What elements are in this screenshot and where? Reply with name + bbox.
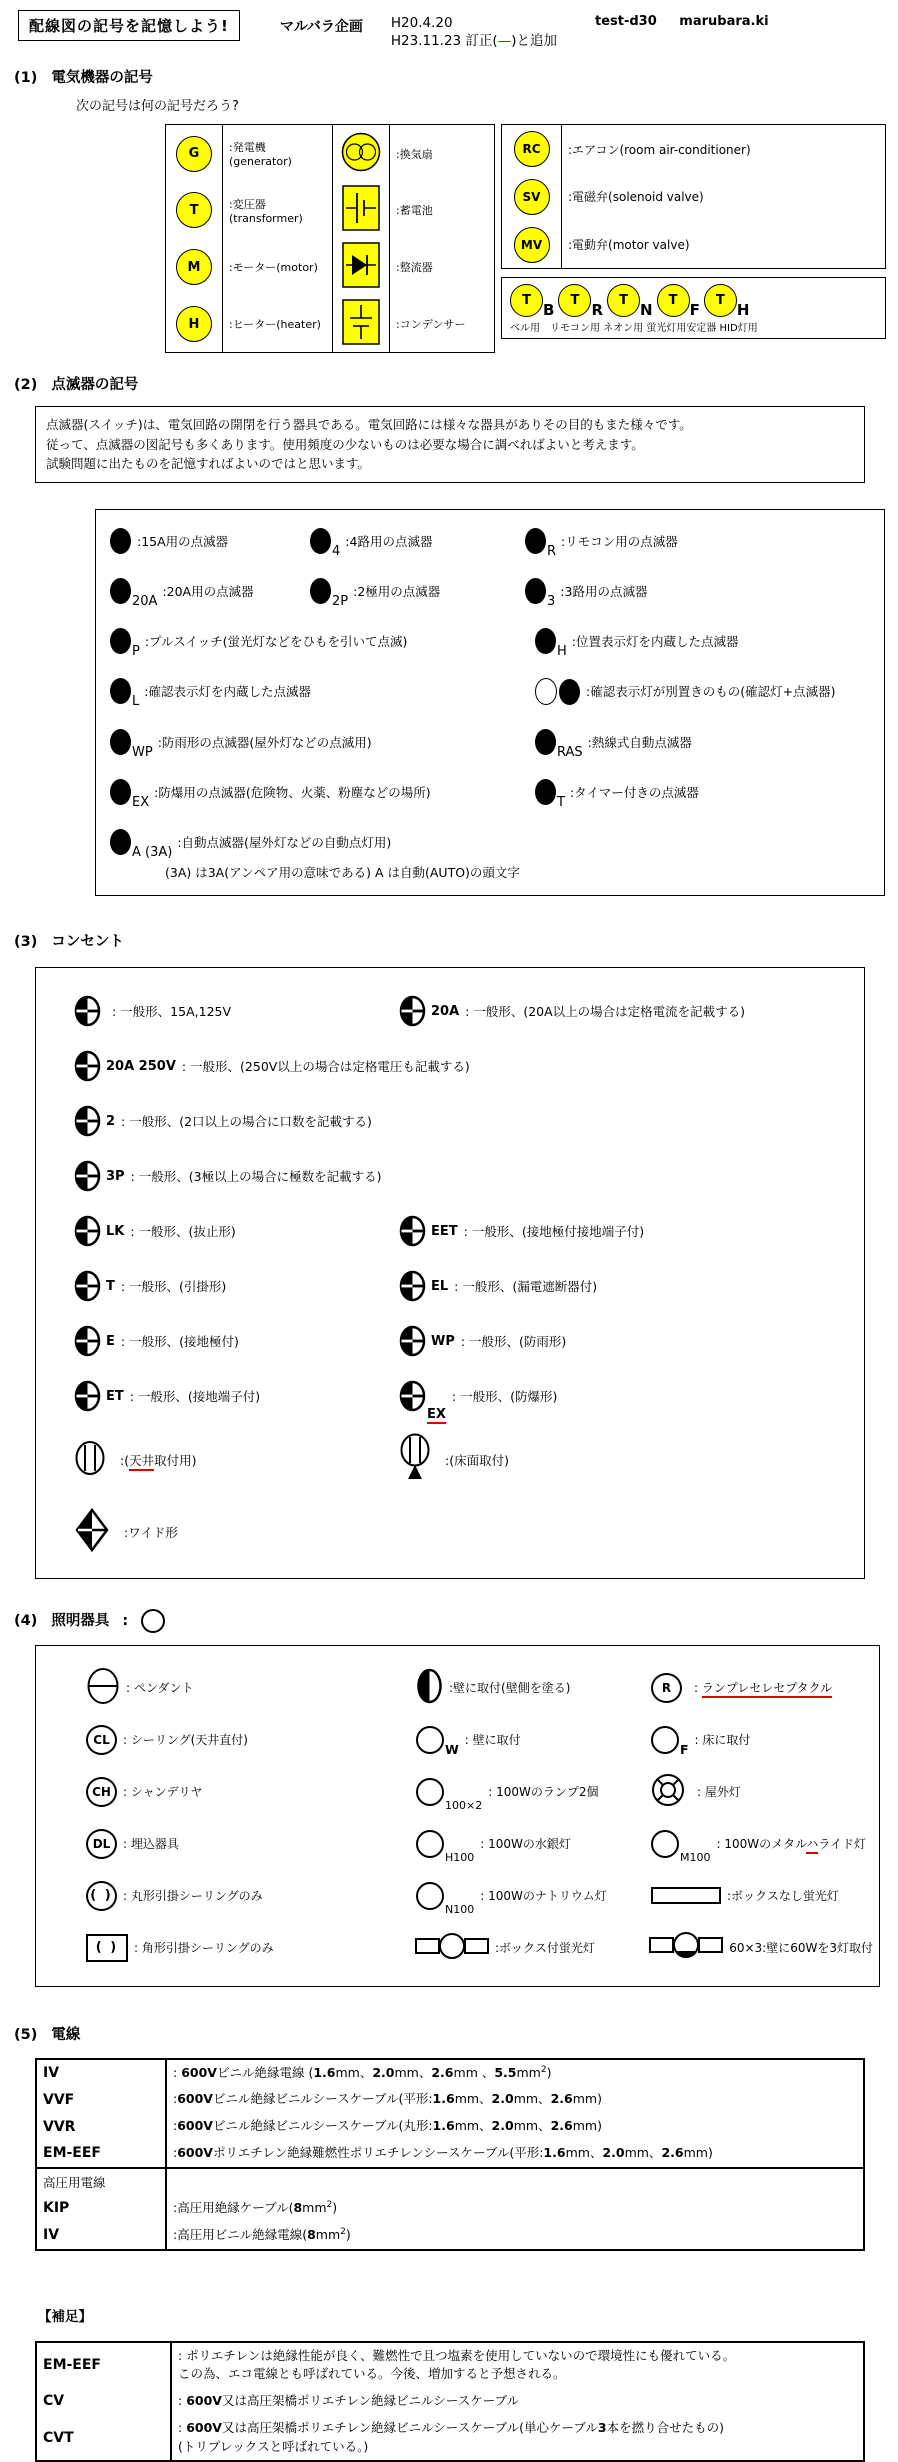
outlet-row [74,984,858,1039]
company-name: マルバラ企画 [279,19,363,35]
wall-box-fluorescent-icon [649,1930,723,1966]
transformer-symbol: T [176,192,212,228]
equipment-label: :ヒーター(heater) [223,296,333,353]
solenoid-valve-symbol: SV [514,179,550,215]
intro-line: 点滅器(スイッチ)は、電気回路の開閉を行う器具である。電気回路には様々な器具がありその目的もまた様々です。 [46,417,692,433]
outlet-icon [74,1325,101,1357]
control-label: :電動弁(motor valve) [562,221,886,269]
device-label: :整流器 [390,239,495,296]
outlet-row [74,1314,858,1369]
switch-item: L :確認表示灯を内蔵した点滅器 [110,678,535,704]
luminaire-item: N100 : 100Wのナトリウム灯 [416,1882,651,1910]
fan-icon [333,125,390,182]
luminaire-item: DL : 埋込器具 [86,1829,416,1859]
luminaire-item: 100×2 : 100Wのランプ2個 [416,1778,651,1806]
condenser-icon [333,296,390,353]
switch-item: RAS :熱線式自動点滅器 [535,729,692,755]
transformer-caption: ベル用 リモコン用 ネオン用 蛍光灯用安定器 HID灯用 [510,323,758,335]
wire-code: IV [43,2065,60,2082]
luminaire-item: M100 : 100Wのメタルハライド灯 [651,1830,866,1858]
table-row [166,239,495,296]
lamp-circle-icon [651,1830,679,1858]
wire-code: CVT [43,2429,74,2446]
wire-desc: :高圧用絶縁ケーブル$(8mm^2)$ [166,2195,864,2222]
wire-row [36,2113,864,2140]
outlet-box [35,967,865,1579]
outlet-icon [399,1270,426,1302]
outdoor-light-icon [651,1773,685,1811]
luminaire-item: F : 床に取付 [651,1726,750,1754]
section1-right [501,124,886,353]
luminaire-item: 60×3:壁に60Wを3灯取付 [649,1930,873,1966]
switch-dot-icon [110,578,131,604]
wire-desc: :高圧用ビニル絶縁電線$(8mm^2)$ [166,2222,864,2250]
receptacle-symbol: R [651,1673,682,1703]
switch-dot-icon [110,528,131,554]
switch-dot-icon [110,829,131,855]
author-id: marubara.ki [679,14,769,29]
switch-dot-icon [559,679,580,705]
outlet-item: ET : 一般形、(接地端子付) [74,1380,399,1412]
luminaire-item: :ボックス付蛍光灯 [415,1931,649,1965]
switch-item: :確認表示灯が別置きのもの(確認灯+点滅器) [535,678,835,705]
luminaire-item: :壁に取付(壁側を塗る) [416,1668,651,1708]
document-page [0,10,898,2454]
section2-heading: (2) 点滅器の記号 [14,377,139,394]
lamp-circle-icon [651,1726,679,1754]
luminaire-row [86,1870,873,1922]
intro-line: 従って、点滅器の図記号も多くあります。使用頻度の少ないものは必要な場合に調べればよいと考えます。 [46,436,644,452]
small-transformer-box [501,277,886,339]
wire-code: KIP [43,2200,70,2217]
wire-desc: : 600V又は高圧架橋ポリエチレン絶縁ビニルシースケーブル [171,2388,864,2415]
wire-desc: : 600Vビニル絶縁電線 (1.6mm、2.0mm、2.6mm 、$5.5mm^2$) [166,2059,864,2087]
switch-dot-icon [535,729,556,755]
device-label: :蓄電池 [390,182,495,239]
luminaire-row [86,1818,873,1870]
air-conditioner-symbol: RC [514,131,550,167]
lamp-circle-icon [416,1726,444,1754]
table-row [502,221,886,269]
wire-code: EM-EEF [43,2357,101,2374]
luminaire-row [86,1662,873,1714]
doc-ids [595,14,769,29]
wire-row [36,2222,864,2250]
wire-row [36,2086,864,2113]
section5-heading: (5) 電線 [14,2026,81,2043]
supplement-row [36,2415,864,2462]
floor-outlet-icon [399,1433,431,1487]
outlet-row [74,1424,858,1496]
switch-row [110,829,874,860]
switch-dot-icon [110,678,131,704]
table-row [502,173,886,221]
switch-item: 20A :20A用の点滅器 [110,578,310,604]
outlet-item: 2 : 一般形、(2口以上の場合に口数を記載する) [74,1105,372,1137]
switch-item: EX :防爆用の点滅器(危険物、火薬、粉塵などの場所) [110,779,535,805]
equipment-label: :モーター(motor) [223,239,333,296]
luminaire-item: : 屋外灯 [651,1773,741,1811]
outlet-item: :(天井取付用) [74,1440,399,1480]
wire-desc: :600Vビニル絶縁ビニルシースケーブル(平形:1.6mm、2.0mm、2.6mm) [166,2086,864,2113]
luminaire-item: CH : シャンデリヤ [86,1777,416,1807]
control-table [501,124,886,269]
motor-valve-symbol: MV [514,227,550,263]
outlet-item: 3P : 一般形、(3極以上の場合に極数を記載する) [74,1160,381,1192]
chandelier-symbol: CH [86,1777,117,1807]
switch-row [110,729,874,760]
outlet-item: EX : 一般形、(防爆形) [399,1380,557,1412]
rectifier-icon [333,239,390,296]
equipment-table [165,124,495,353]
luminaire-item: R : ランプレセレセプタクル [651,1673,832,1703]
control-label: :電磁弁(solenoid valve) [562,173,886,221]
switch-item: :15A用の点滅器 [110,528,310,554]
section1-body [165,124,898,353]
wire-code: VVR [43,2118,76,2135]
transformer-symbols-row [510,284,881,320]
outlet-item: EET : 一般形、(接地極付接地端子付) [399,1215,644,1247]
outlet-icon [399,1380,426,1412]
luminaire-item: H100 : 100Wの水銀灯 [416,1830,651,1858]
square-hook-icon: ( ) [86,1934,128,1962]
luminaire-box [35,1645,880,1987]
switch-dot-icon [110,628,131,654]
section1-heading: (1) 電気機器の記号 [14,70,153,87]
wire-row [36,2140,864,2168]
switch-row [110,678,874,710]
date-revised: H23.11.23 訂正(—)と追加 [390,33,557,50]
table-row [166,125,495,182]
doc-id: test-d30 [594,14,657,29]
downlight-symbol: DL [86,1829,117,1859]
luminaire-item: W : 壁に取付 [416,1726,651,1754]
switch-item: A (3A) :自動点滅器(屋外灯などの自動点灯用) [110,829,391,855]
switch-dot-icon [525,578,546,604]
supplement-row [36,2342,864,2389]
wire-row [36,2059,864,2087]
outlet-icon [74,1380,101,1412]
switch-item: 3 :3路用の点滅器 [525,578,647,604]
outlet-item: LK : 一般形、(抜止形) [74,1215,399,1247]
supplement-title: 【補足】 [38,2308,92,2325]
luminaire-item: :ボックスなし蛍光灯 [651,1887,839,1904]
outlet-item: 20A : 一般形、(20A以上の場合は定格電流を記載する) [399,995,745,1027]
outlet-row [74,1496,858,1568]
outlet-icon [74,1160,101,1192]
wire-desc: :600Vポリエチレン絶縁難燃性ポリエチレンシースケーブル(平形:1.6mm、2.0mm、2.6mm) [166,2140,864,2168]
equipment-label: :発電機(generator) [223,125,333,182]
switch-dot-icon [535,779,556,805]
wire-code: CV [43,2393,65,2410]
battery-icon [333,182,390,239]
luminaire-circle-icon [141,1609,165,1633]
wire-desc: : ポリエチレンは絶縁性能が良く、難燃性で且つ塩素を使用していないので環境性にも優れている。 この為、エコ電線とも呼ばれている。今後、増加すると予想される。 [171,2342,864,2389]
fluorescent-ballast-symbol: T F [657,284,700,317]
header [18,10,898,50]
table-row [166,296,495,353]
equipment-label: :変圧器(transformer) [223,182,333,239]
luminaire-item: CL : シーリング(天井直付) [86,1725,416,1755]
wire-desc: :600Vビニル絶縁ビニルシースケーブル(丸形:1.6mm、2.0mm、2.6mm) [166,2113,864,2140]
outlet-row [74,1094,858,1149]
device-label: :コンデンサー [390,296,495,353]
switch-item: WP :防雨形の点滅器(屋外灯などの点滅用) [110,729,535,755]
wire-code: VVF [43,2091,75,2108]
switch-item: H :位置表示灯を内蔵した点滅器 [535,628,739,654]
motor-symbol: M [176,249,212,285]
section4-heading: (4) 照明器具 : [14,1609,898,1633]
outlet-icon [74,1270,101,1302]
luminaire-item: ( ) : 角形引掛シーリングのみ [86,1934,415,1962]
switch-row [110,628,874,659]
outlet-item: 20A 250V : 一般形、(250V以上の場合は定格電圧も記載する) [74,1050,470,1082]
luminaire-row [86,1766,873,1818]
fluorescent-icon [651,1887,721,1904]
wire-table [35,2058,865,2251]
intro-line: 試験問題に出たものを記憶すればよいのではと思います。 [46,456,371,472]
outlet-row [74,1259,858,1314]
wire-desc [166,2168,864,2195]
outlet-row [74,1204,858,1259]
luminaire-item: : ペンダント [86,1667,416,1709]
outlet-icon [399,995,426,1027]
switch-item: P :プルスイッチ(蛍光灯などをひもを引いて点滅) [110,628,535,654]
date-created: H20.4.20 [390,15,453,31]
outlet-icon [399,1215,426,1247]
heater-symbol: H [176,306,212,342]
round-hook-icon: ( ) [86,1881,117,1911]
wire-row [36,2168,864,2195]
ceiling-light-symbol: CL [86,1725,117,1755]
revision-dates [391,14,557,50]
lamp-circle-icon [416,1830,444,1858]
box-fluorescent-icon [415,1931,489,1965]
wire-code: IV [43,2227,60,2244]
switch-note: (3A) は3A(アンペア用の意味である) A は自動(AUTO)の頭文字 [165,864,520,880]
outlet-icon [74,1050,101,1082]
control-label: :エアコン(room air-conditioner) [562,125,886,173]
switch-symbol-box [95,509,885,896]
device-label: :換気扇 [390,125,495,182]
hv-group-label: 高圧用電線 [36,2168,166,2195]
outlet-icon [399,1325,426,1357]
generator-symbol: G [176,136,212,172]
switch-intro-box [35,406,865,482]
outlet-icon [74,1215,101,1247]
outlet-row [74,1149,858,1204]
switch-row [110,578,874,609]
section1-subtitle: 次の記号は何の記号だろう? [76,99,239,115]
wire-desc: : 600V又は高圧架橋ポリエチレン絶縁ビニルシースケーブル(単心ケーブル3本を撚り合せたもの) (トリプレックスと呼ばれている。) [171,2415,864,2462]
switch-dot-icon [525,528,546,554]
switch-item: 2P :2極用の点滅器 [310,578,525,604]
luminaire-row [86,1714,873,1766]
outlet-item: : 一般形、15A,125V [74,995,399,1027]
switch-dot-icon [310,578,331,604]
outlet-item: WP : 一般形、(防雨形) [399,1325,566,1357]
remote-transformer-symbol: T R [558,284,603,317]
ceiling-outlet-icon [74,1440,106,1480]
outlet-item: EL : 一般形、(漏電遮断器付) [399,1270,597,1302]
bell-transformer-symbol: T B [510,284,554,317]
switch-dot-icon [110,729,131,755]
outlet-item: :ワイド形 [74,1507,178,1557]
outlet-row [74,1369,858,1424]
switch-item: 4 :4路用の点滅器 [310,528,525,554]
supplement-table [35,2341,865,2462]
table-row [502,125,886,173]
switch-dot-icon [110,779,131,805]
lamp-circle-icon [416,1882,444,1910]
table-row [166,182,495,239]
lamp-circle-icon [416,1778,444,1806]
switch-row [110,779,874,810]
outlet-icon [74,995,101,1027]
wire-code: EM-EEF [43,2145,101,2162]
wire-row [36,2195,864,2222]
supplement-row [36,2388,864,2415]
outlet-item: T : 一般形、(引掛形) [74,1270,399,1302]
switch-dot-icon [310,528,331,554]
outlet-item: :(床面取付) [399,1433,509,1487]
pilot-lamp-icon [535,678,557,705]
wide-outlet-icon [74,1507,110,1557]
wall-light-icon [416,1668,443,1708]
switch-dot-icon [535,628,556,654]
luminaire-row [86,1922,873,1974]
hid-transformer-symbol: T H [704,284,750,317]
outlet-icon [74,1105,101,1137]
section3-heading: (3) コンセント [14,933,124,950]
luminaire-item: ( ) : 丸形引掛シーリングのみ [86,1881,416,1911]
neon-transformer-symbol: T N [607,284,653,317]
outlet-item: E : 一般形、(接地極付) [74,1325,399,1357]
switch-item: T :タイマー付きの点滅器 [535,779,699,805]
switch-item: R :リモコン用の点滅器 [525,528,678,554]
switch-row [110,528,874,559]
page-title: 配線図の記号を記憶しよう! [18,10,240,41]
outlet-row [74,1039,858,1094]
pendant-icon [86,1667,120,1709]
